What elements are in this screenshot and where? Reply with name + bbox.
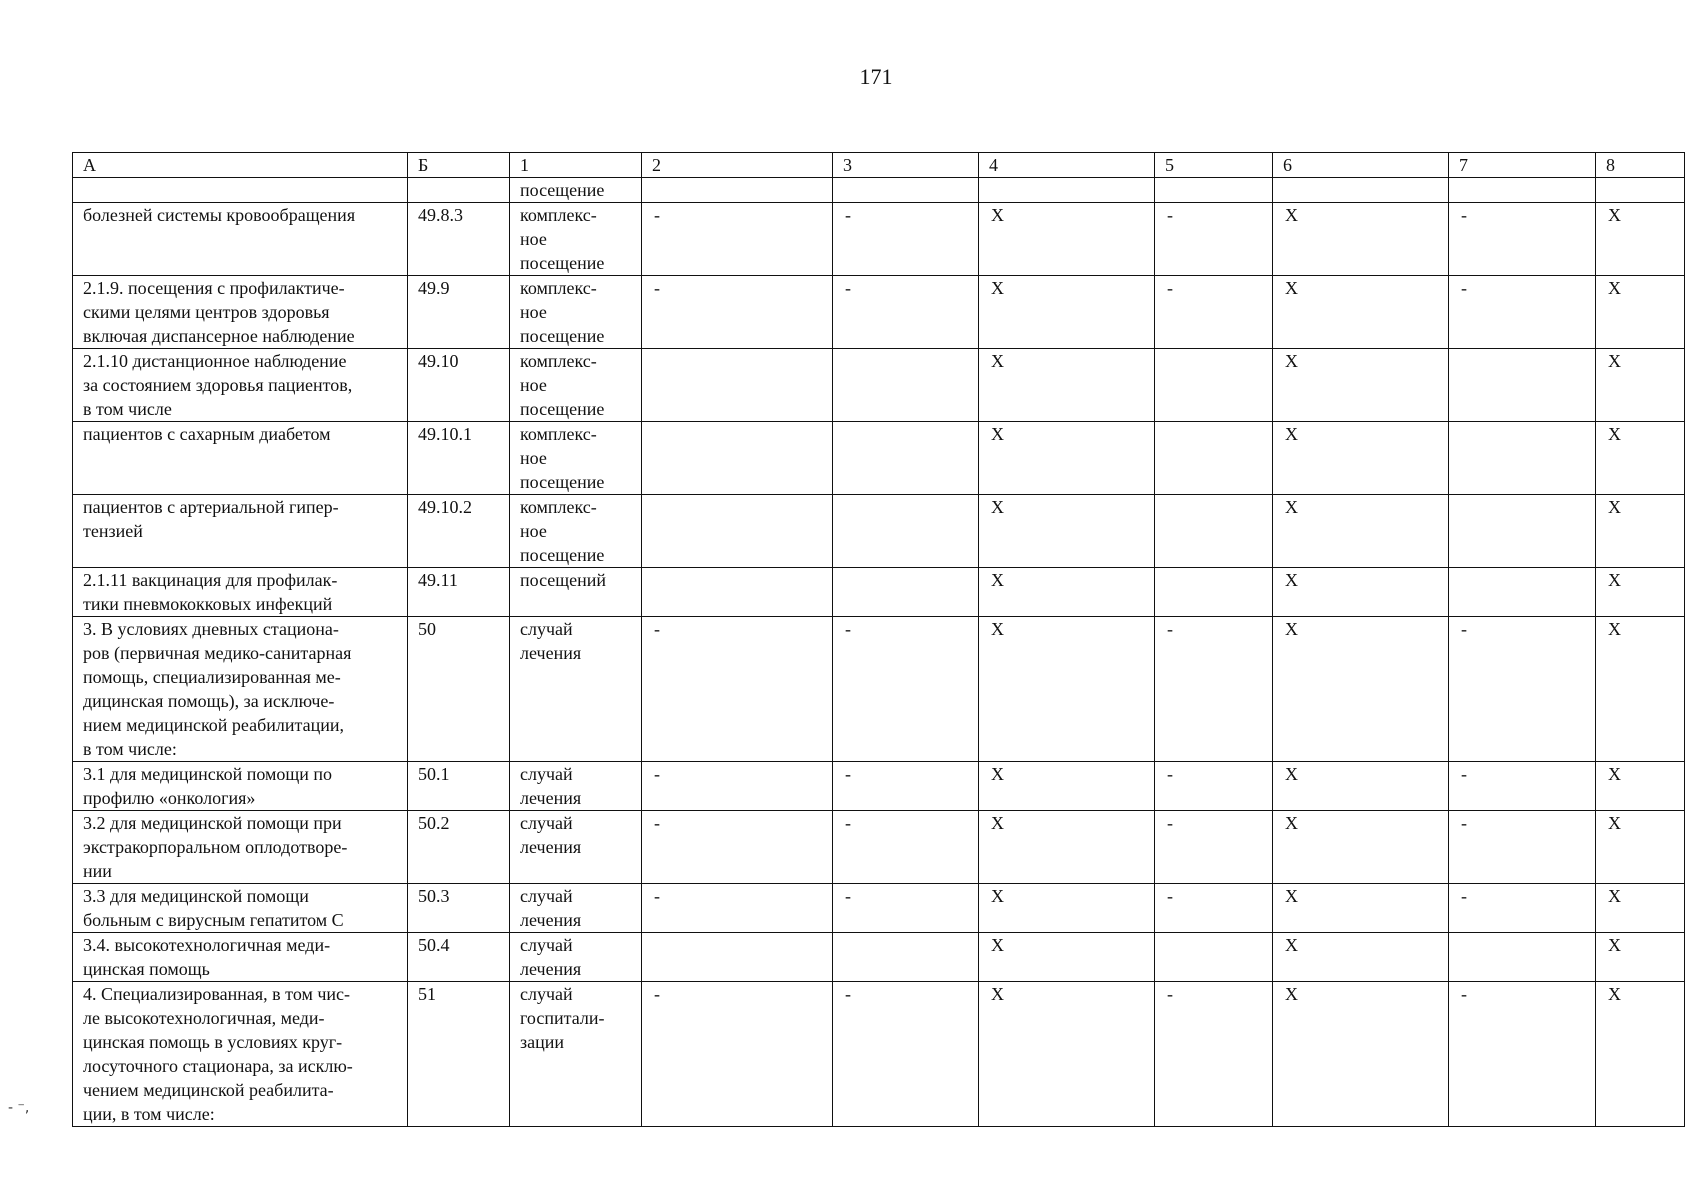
cell-c5: - <box>1155 276 1273 349</box>
cell-c7: - <box>1449 811 1596 884</box>
table-row <box>73 203 1685 276</box>
unit-line: ное <box>520 302 547 322</box>
row-unit <box>510 933 642 982</box>
row-description <box>73 568 408 617</box>
row-description <box>73 884 408 933</box>
description-line: профилю «онкология» <box>83 788 256 808</box>
description-line: нии <box>83 861 112 881</box>
cell-c6: X <box>1273 203 1449 276</box>
cell-c5 <box>1155 178 1273 203</box>
cell-c3 <box>833 178 979 203</box>
unit-line: случай <box>520 984 573 1004</box>
unit-line: посещение <box>520 326 605 346</box>
row-unit <box>510 762 642 811</box>
cell-c6: X <box>1273 933 1449 982</box>
cell-c4: X <box>979 203 1155 276</box>
cell-c4: X <box>979 762 1155 811</box>
cell-c7: - <box>1449 617 1596 762</box>
description-line: за состоянием здоровья пациентов, <box>83 375 353 395</box>
header-cell: 3 <box>833 153 979 178</box>
row-description <box>73 762 408 811</box>
cell-c7 <box>1449 495 1596 568</box>
unit-line: госпитали- <box>520 1008 605 1028</box>
cell-c6: X <box>1273 811 1449 884</box>
data-table <box>72 152 1685 1127</box>
cell-c4: X <box>979 811 1155 884</box>
cell-c4: X <box>979 495 1155 568</box>
cell-c8: X <box>1596 933 1685 982</box>
description-line: цинская помощь <box>83 959 210 979</box>
cell-c2: - <box>642 276 833 349</box>
unit-line: ное <box>520 375 547 395</box>
row-code: 49.8.3 <box>408 203 510 276</box>
row-description <box>73 349 408 422</box>
cell-c5 <box>1155 568 1273 617</box>
unit-line: случай <box>520 813 573 833</box>
description-line: включая диспансерное наблюдение <box>83 326 355 346</box>
scan-artifact: - ⁻, <box>8 1100 30 1116</box>
description-line: скими целями центров здоровья <box>83 302 330 322</box>
cell-c6: X <box>1273 276 1449 349</box>
unit-line: посещений <box>520 570 607 590</box>
row-description <box>73 811 408 884</box>
cell-c3 <box>833 495 979 568</box>
cell-c7 <box>1449 568 1596 617</box>
cell-c7 <box>1449 349 1596 422</box>
header-cell: 5 <box>1155 153 1273 178</box>
row-code: 49.10.1 <box>408 422 510 495</box>
unit-line: комплекс- <box>520 278 597 298</box>
cell-c6: X <box>1273 762 1449 811</box>
cell-c8: X <box>1596 203 1685 276</box>
description-line: 2.1.10 дистанционное наблюдение <box>83 351 347 371</box>
cell-c4: X <box>979 276 1155 349</box>
row-code: 49.10.2 <box>408 495 510 568</box>
unit-line: лечения <box>520 959 582 979</box>
unit-line: лечения <box>520 910 582 930</box>
row-unit <box>510 811 642 884</box>
table-row <box>73 982 1685 1127</box>
description-line: 2.1.9. посещения с профилактиче- <box>83 278 345 298</box>
cell-c3: - <box>833 762 979 811</box>
cell-c6: X <box>1273 495 1449 568</box>
cell-c4: X <box>979 617 1155 762</box>
description-line: 3. В условиях дневных стациона- <box>83 619 339 639</box>
cell-c4: X <box>979 933 1155 982</box>
cell-c2: - <box>642 982 833 1127</box>
row-code: 50.2 <box>408 811 510 884</box>
description-line: тики пневмококковых инфекций <box>83 594 333 614</box>
unit-line: ное <box>520 229 547 249</box>
cell-c8: X <box>1596 762 1685 811</box>
table-row <box>73 933 1685 982</box>
cell-c5 <box>1155 933 1273 982</box>
header-cell: 1 <box>510 153 642 178</box>
unit-line: посещение <box>520 545 605 565</box>
header-cell: 2 <box>642 153 833 178</box>
unit-line: случай <box>520 935 573 955</box>
cell-c5: - <box>1155 982 1273 1127</box>
cell-c7 <box>1449 178 1596 203</box>
table-row <box>73 422 1685 495</box>
row-description <box>73 422 408 495</box>
row-description <box>73 982 408 1127</box>
cell-c2 <box>642 495 833 568</box>
description-line: 3.1 для медицинской помощи по <box>83 764 333 784</box>
cell-c5: - <box>1155 203 1273 276</box>
unit-line: посещение <box>520 399 605 419</box>
row-code: 50.3 <box>408 884 510 933</box>
cell-c2 <box>642 349 833 422</box>
description-line: чением медицинской реабилита- <box>83 1080 334 1100</box>
table-body <box>73 178 1685 1127</box>
row-unit <box>510 495 642 568</box>
cell-c6: X <box>1273 422 1449 495</box>
row-code: 50.4 <box>408 933 510 982</box>
cell-c2: - <box>642 884 833 933</box>
cell-c8 <box>1596 178 1685 203</box>
cell-c3: - <box>833 617 979 762</box>
cell-c6 <box>1273 178 1449 203</box>
row-description <box>73 276 408 349</box>
cell-c4: X <box>979 982 1155 1127</box>
cell-c3: - <box>833 982 979 1127</box>
cell-c2 <box>642 422 833 495</box>
table-row <box>73 811 1685 884</box>
row-description <box>73 495 408 568</box>
unit-line: лечения <box>520 837 582 857</box>
cell-c7 <box>1449 422 1596 495</box>
cell-c8: X <box>1596 349 1685 422</box>
header-cell: Б <box>408 153 510 178</box>
cell-c3: - <box>833 884 979 933</box>
table-row <box>73 762 1685 811</box>
row-description <box>73 203 408 276</box>
description-line: ле высокотехнологичная, меди- <box>83 1008 325 1028</box>
description-line: ции, в том числе: <box>83 1104 215 1124</box>
cell-c5: - <box>1155 762 1273 811</box>
unit-line: комплекс- <box>520 351 597 371</box>
header-cell: 7 <box>1449 153 1596 178</box>
cell-c8: X <box>1596 982 1685 1127</box>
description-line: ров (первичная медико-санитарная <box>83 643 352 663</box>
cell-c3: - <box>833 811 979 884</box>
unit-line: случай <box>520 764 573 784</box>
description-line: экстракорпоральном оплодотворе- <box>83 837 348 857</box>
cell-c4: X <box>979 884 1155 933</box>
cell-c6: X <box>1273 617 1449 762</box>
description-line: пациентов с сахарным диабетом <box>83 424 331 444</box>
cell-c8: X <box>1596 884 1685 933</box>
cell-c6: X <box>1273 349 1449 422</box>
unit-line: комплекс- <box>520 424 597 444</box>
unit-line: случай <box>520 619 573 639</box>
cell-c5: - <box>1155 884 1273 933</box>
unit-line: лечения <box>520 788 582 808</box>
row-description <box>73 617 408 762</box>
cell-c2: - <box>642 617 833 762</box>
table-row <box>73 349 1685 422</box>
row-code: 49.9 <box>408 276 510 349</box>
table-row <box>73 617 1685 762</box>
description-line: пациентов с артериальной гипер- <box>83 497 339 517</box>
cell-c2 <box>642 178 833 203</box>
row-description <box>73 178 408 203</box>
cell-c4 <box>979 178 1155 203</box>
description-line: больным с вирусным гепатитом С <box>83 910 344 930</box>
cell-c7: - <box>1449 762 1596 811</box>
row-code: 50.1 <box>408 762 510 811</box>
description-line: 2.1.11 вакцинация для профилак- <box>83 570 338 590</box>
cell-c2 <box>642 933 833 982</box>
cell-c8: X <box>1596 617 1685 762</box>
cell-c7: - <box>1449 982 1596 1127</box>
cell-c3 <box>833 568 979 617</box>
cell-c6: X <box>1273 568 1449 617</box>
description-line: 3.4. высокотехнологичная меди- <box>83 935 331 955</box>
description-line: 3.2 для медицинской помощи при <box>83 813 342 833</box>
row-unit <box>510 884 642 933</box>
cell-c7: - <box>1449 203 1596 276</box>
cell-c3 <box>833 933 979 982</box>
row-unit <box>510 203 642 276</box>
table-row <box>73 276 1685 349</box>
description-line: 4. Специализированная, в том чис- <box>83 984 351 1004</box>
table-header-row <box>73 153 1685 178</box>
row-code <box>408 178 510 203</box>
cell-c3: - <box>833 276 979 349</box>
description-line: в том числе: <box>83 739 177 759</box>
cell-c6: X <box>1273 982 1449 1127</box>
cell-c2: - <box>642 811 833 884</box>
description-line: в том числе <box>83 399 172 419</box>
cell-c5: - <box>1155 617 1273 762</box>
cell-c5: - <box>1155 811 1273 884</box>
row-code: 51 <box>408 982 510 1127</box>
unit-line: посещение <box>520 253 605 273</box>
row-unit <box>510 422 642 495</box>
cell-c5 <box>1155 349 1273 422</box>
row-code: 50 <box>408 617 510 762</box>
cell-c2: - <box>642 203 833 276</box>
cell-c2 <box>642 568 833 617</box>
cell-c8: X <box>1596 422 1685 495</box>
unit-line: посещение <box>520 180 605 200</box>
cell-c3 <box>833 422 979 495</box>
description-line: дицинская помощь), за исключе- <box>83 691 335 711</box>
unit-line: ное <box>520 448 547 468</box>
table-row <box>73 178 1685 203</box>
row-unit <box>510 276 642 349</box>
description-line: 3.3 для медицинской помощи <box>83 886 309 906</box>
description-line: цинская помощь в условиях круг- <box>83 1032 343 1052</box>
cell-c8: X <box>1596 495 1685 568</box>
cell-c5 <box>1155 422 1273 495</box>
unit-line: лечения <box>520 643 582 663</box>
row-unit <box>510 568 642 617</box>
header-cell: А <box>73 153 408 178</box>
row-unit <box>510 349 642 422</box>
table-row <box>73 884 1685 933</box>
description-line: помощь, специализированная ме- <box>83 667 341 687</box>
cell-c2: - <box>642 762 833 811</box>
cell-c6: X <box>1273 884 1449 933</box>
row-unit <box>510 178 642 203</box>
cell-c7: - <box>1449 884 1596 933</box>
row-code: 49.10 <box>408 349 510 422</box>
row-unit <box>510 617 642 762</box>
description-line: лосуточного стационара, за исклю- <box>83 1056 353 1076</box>
description-line: болезней системы кровообращения <box>83 205 356 225</box>
description-line: нием медицинской реабилитации, <box>83 715 345 735</box>
unit-line: случай <box>520 886 573 906</box>
row-description <box>73 933 408 982</box>
row-unit <box>510 982 642 1127</box>
cell-c4: X <box>979 422 1155 495</box>
unit-line: посещение <box>520 472 605 492</box>
cell-c4: X <box>979 349 1155 422</box>
header-cell: 8 <box>1596 153 1685 178</box>
description-line: тензией <box>83 521 143 541</box>
table-row <box>73 495 1685 568</box>
cell-c3: - <box>833 203 979 276</box>
row-code: 49.11 <box>408 568 510 617</box>
cell-c7: - <box>1449 276 1596 349</box>
cell-c7 <box>1449 933 1596 982</box>
cell-c4: X <box>979 568 1155 617</box>
unit-line: комплекс- <box>520 205 597 225</box>
unit-line: ное <box>520 521 547 541</box>
cell-c3 <box>833 349 979 422</box>
cell-c8: X <box>1596 276 1685 349</box>
cell-c8: X <box>1596 811 1685 884</box>
header-cell: 4 <box>979 153 1155 178</box>
cell-c8: X <box>1596 568 1685 617</box>
page-number: 171 <box>859 64 893 89</box>
unit-line: комплекс- <box>520 497 597 517</box>
header-cell: 6 <box>1273 153 1449 178</box>
cell-c5 <box>1155 495 1273 568</box>
unit-line: зации <box>520 1032 564 1052</box>
table-row <box>73 568 1685 617</box>
